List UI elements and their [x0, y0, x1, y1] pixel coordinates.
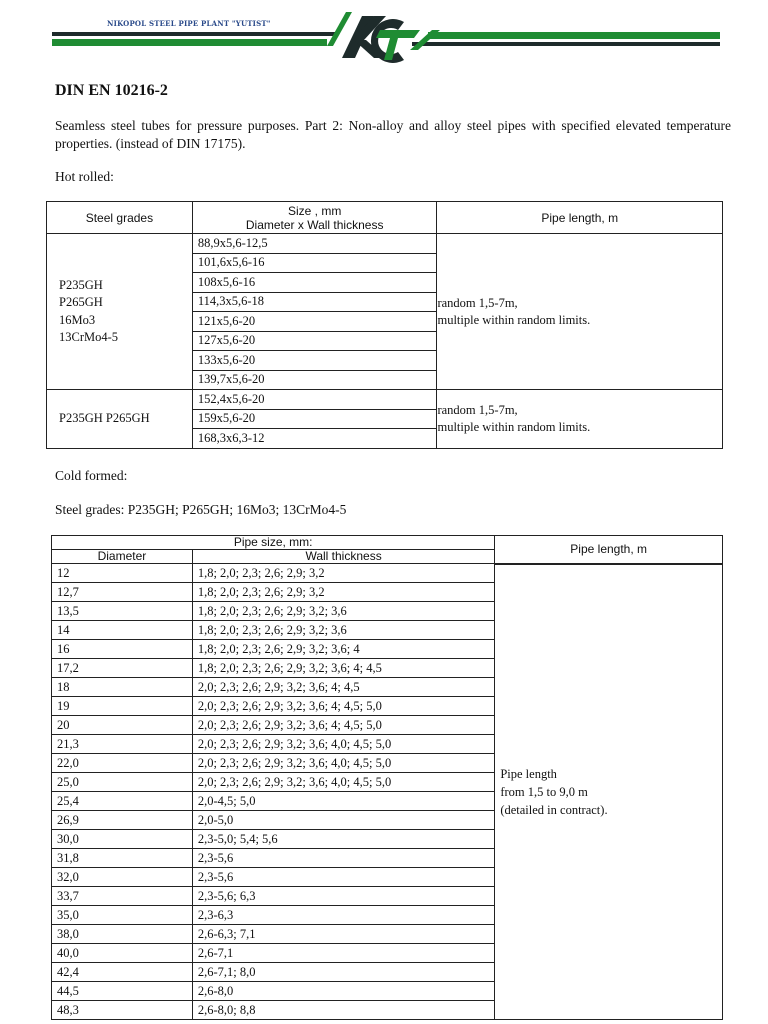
length-line: multiple within random limits.	[437, 312, 591, 327]
table-row	[47, 390, 723, 410]
cold-formed-label: Cold formed:	[55, 468, 128, 483]
document-title: DIN EN 10216-2	[55, 82, 168, 99]
diameter-cell: 16	[52, 640, 193, 659]
grades-cell	[47, 390, 193, 449]
wall-thickness-cell: 2,6-7,1	[192, 944, 495, 963]
hot-group-2	[47, 390, 723, 449]
wall-thickness-cell: 1,8; 2,0; 2,3; 2,6; 2,9; 3,2; 3,6	[192, 602, 495, 621]
wall-thickness-cell: 1,8; 2,0; 2,3; 2,6; 2,9; 3,2; 3,6	[192, 621, 495, 640]
header-pipe-length: Pipe length, m	[495, 536, 723, 564]
diameter-cell: 32,0	[52, 868, 193, 887]
diameter-cell: 44,5	[52, 982, 193, 1001]
wall-thickness-cell: 1,8; 2,0; 2,3; 2,6; 2,9; 3,2; 3,6; 4	[192, 640, 495, 659]
hot-group-1	[47, 234, 723, 390]
header-size	[192, 202, 437, 234]
table-row	[47, 234, 723, 254]
wall-thickness-cell: 2,3-5,6; 6,3	[192, 887, 495, 906]
table-row	[52, 564, 723, 583]
diameter-cell: 22,0	[52, 754, 193, 773]
wall-thickness-cell: 1,8; 2,0; 2,3; 2,6; 2,9; 3,2; 3,6; 4; 4,5	[192, 659, 495, 678]
grade-item: 13CrMo4-5	[59, 330, 119, 344]
size-cell: 152,4x5,6-20	[192, 390, 437, 410]
header-steel-grades: Steel grades	[47, 202, 193, 234]
size-cell: 168,3x6,3-12	[192, 429, 437, 449]
left-dark-stripe	[52, 32, 335, 36]
diameter-cell: 26,9	[52, 811, 193, 830]
diameter-cell: 25,4	[52, 792, 193, 811]
diameter-cell: 33,7	[52, 887, 193, 906]
cold-formed-body	[52, 564, 723, 1020]
left-green-stripe	[52, 39, 327, 46]
size-cell: 121x5,6-20	[192, 312, 437, 332]
size-cell: 101,6x5,6-16	[192, 253, 437, 273]
wall-thickness-cell: 2,0; 2,3; 2,6; 2,9; 3,2; 3,6; 4; 4,5; 5,0	[192, 697, 495, 716]
length-line: multiple within random limits.	[437, 419, 591, 434]
wall-thickness-cell: 2,6-7,1; 8,0	[192, 963, 495, 982]
size-cell: 114,3x5,6-18	[192, 292, 437, 312]
company-logo-icon	[327, 12, 440, 63]
length-note-line: from 1,5 to 9,0 m	[500, 784, 588, 799]
wall-thickness-cell: 2,6-8,0; 8,8	[192, 1001, 495, 1020]
diameter-cell: 20	[52, 716, 193, 735]
header-banner	[0, 0, 768, 78]
hot-rolled-table	[46, 201, 723, 449]
wall-thickness-cell: 2,3-5,6	[192, 868, 495, 887]
header-size-line1: Size , mm	[287, 203, 342, 218]
diameter-cell: 25,0	[52, 773, 193, 792]
header-pipe-size: Pipe size, mm:	[52, 536, 495, 550]
diameter-cell: 13,5	[52, 602, 193, 621]
header-pipe-length: Pipe length, m	[437, 202, 723, 234]
length-cell	[437, 234, 723, 390]
right-dark-stripe	[412, 42, 720, 46]
wall-thickness-cell: 2,3-5,6	[192, 849, 495, 868]
grades-cell	[47, 234, 193, 390]
wall-thickness-cell: 2,0; 2,3; 2,6; 2,9; 3,2; 3,6; 4; 4,5; 5,0	[192, 716, 495, 735]
diameter-cell: 14	[52, 621, 193, 640]
diameter-cell: 21,3	[52, 735, 193, 754]
diameter-cell: 12,7	[52, 583, 193, 602]
length-cell	[437, 390, 723, 449]
wall-thickness-cell: 2,6-8,0	[192, 982, 495, 1001]
diameter-cell: 19	[52, 697, 193, 716]
wall-thickness-cell: 2,0; 2,3; 2,6; 2,9; 3,2; 3,6; 4,0; 4,5; 5,0	[192, 773, 495, 792]
right-green-stripe	[428, 32, 720, 39]
cold-formed-grades: Steel grades: P235GH; P265GH; 16Mo3; 13CrMo4-5	[55, 502, 347, 517]
wall-thickness-cell: 2,0; 2,3; 2,6; 2,9; 3,2; 3,6; 4; 4,5	[192, 678, 495, 697]
diameter-cell: 48,3	[52, 1001, 193, 1020]
diameter-cell: 17,2	[52, 659, 193, 678]
cold-formed-table	[51, 535, 723, 1020]
diameter-cell: 35,0	[52, 906, 193, 925]
grade-item: P235GH P265GH	[59, 411, 150, 425]
wall-thickness-cell: 2,6-6,3; 7,1	[192, 925, 495, 944]
length-note-line: Pipe length	[500, 766, 557, 781]
grade-item: 16Mo3	[59, 312, 96, 327]
wall-thickness-cell: 2,3-5,0; 5,4; 5,6	[192, 830, 495, 849]
wall-thickness-cell: 2,0; 2,3; 2,6; 2,9; 3,2; 3,6; 4,0; 4,5; 5,0	[192, 735, 495, 754]
table-header-row	[47, 202, 723, 234]
header-size-line2: Diameter x Wall thickness	[245, 217, 384, 232]
wall-thickness-cell: 1,8; 2,0; 2,3; 2,6; 2,9; 3,2	[192, 583, 495, 602]
length-line: random 1,5-7m,	[437, 295, 518, 310]
size-cell: 108x5,6-16	[192, 273, 437, 293]
diameter-cell: 31,8	[52, 849, 193, 868]
length-line: random 1,5-7m,	[437, 402, 518, 417]
hot-rolled-label: Hot rolled:	[55, 169, 114, 184]
size-cell: 159x5,6-20	[192, 409, 437, 429]
size-cell: 127x5,6-20	[192, 331, 437, 351]
diameter-cell: 38,0	[52, 925, 193, 944]
page-header	[0, 0, 768, 78]
length-note-line: (detailed in contract).	[500, 802, 608, 817]
diameter-cell: 18	[52, 678, 193, 697]
grade-item: P265GH	[59, 295, 103, 309]
diameter-cell: 40,0	[52, 944, 193, 963]
wall-thickness-cell: 2,3-6,3	[192, 906, 495, 925]
header-diameter: Diameter	[52, 550, 193, 564]
document-description: Seamless steel tubes for pressure purposes. Part 2: Non-alloy and alloy steel pipes with specified elevated temperature properties. (instead of DIN 17175).	[55, 118, 731, 151]
wall-thickness-cell: 2,0; 2,3; 2,6; 2,9; 3,2; 3,6; 4,0; 4,5; 5,0	[192, 754, 495, 773]
diameter-cell: 12	[52, 564, 193, 583]
wall-thickness-cell: 1,8; 2,0; 2,3; 2,6; 2,9; 3,2	[192, 564, 495, 583]
grade-item: P235GH	[59, 277, 103, 292]
length-note-cell	[495, 564, 723, 1020]
size-cell: 139,7x5,6-20	[192, 370, 437, 390]
table-header-row	[52, 536, 723, 550]
diameter-cell: 42,4	[52, 963, 193, 982]
diameter-cell: 30,0	[52, 830, 193, 849]
size-cell: 133x5,6-20	[192, 351, 437, 371]
wall-thickness-cell: 2,0-5,0	[192, 811, 495, 830]
plant-name: NIKOPOL STEEL PIPE PLANT "YUTIST"	[107, 19, 271, 28]
size-cell: 88,9x5,6-12,5	[192, 234, 437, 254]
wall-thickness-cell: 2,0-4,5; 5,0	[192, 792, 495, 811]
header-wall-thickness: Wall thickness	[192, 550, 495, 564]
